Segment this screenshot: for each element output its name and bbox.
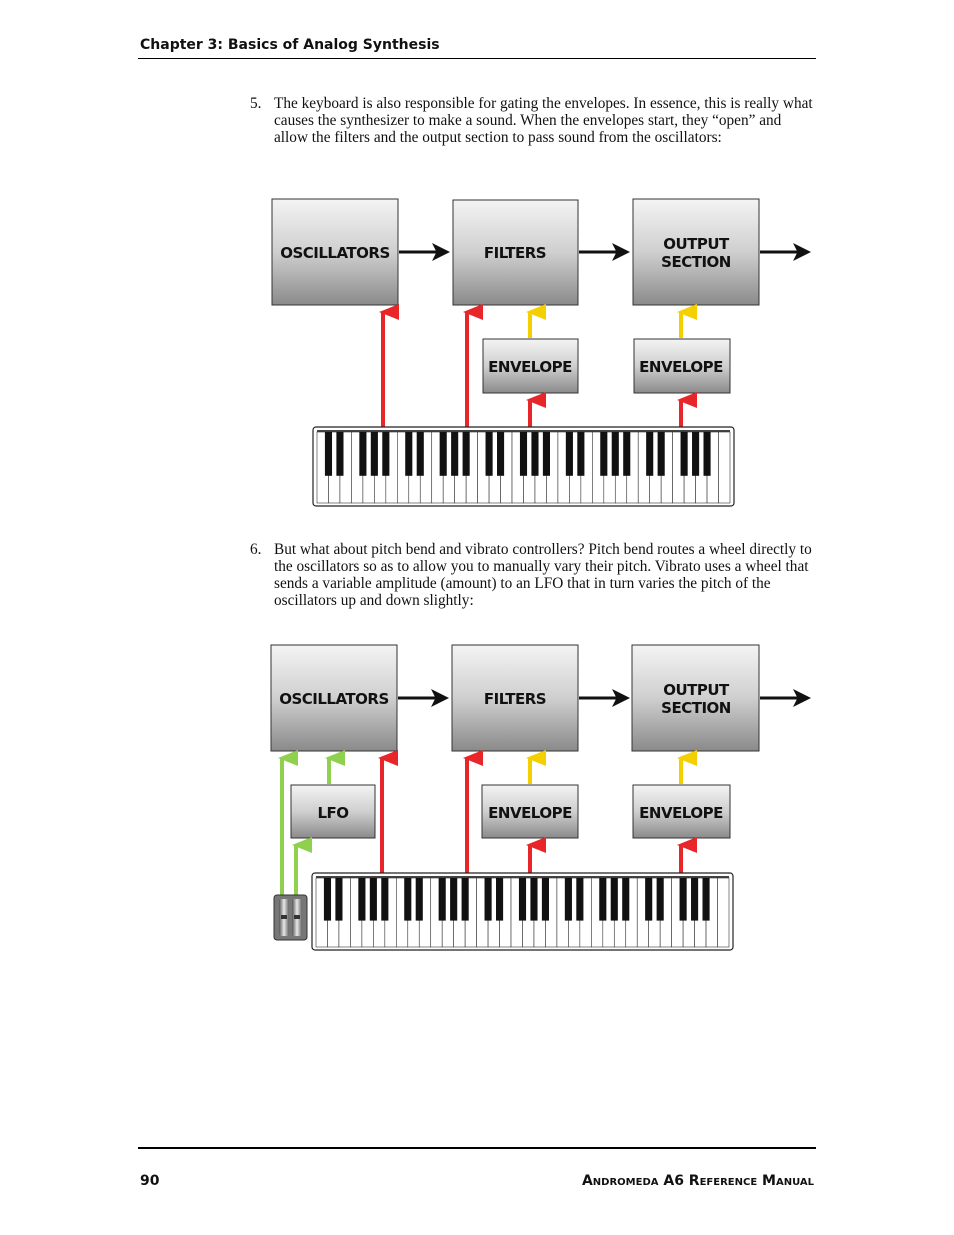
black-key [440,432,447,476]
black-key [622,878,629,921]
signal-flow-diagram-1 [0,190,954,520]
black-key [703,432,710,476]
black-key [496,878,503,921]
keyboard [313,427,734,506]
black-key [497,432,504,476]
black-key [681,432,688,476]
black-key [324,878,331,921]
black-key [542,878,549,921]
black-key [370,878,377,921]
step-number: 5. [250,95,262,112]
black-key [623,432,630,476]
step-number: 6. [250,541,262,558]
output-label-line1: OUTPUT [663,681,729,699]
black-key [519,878,526,921]
black-key [382,432,389,476]
header-rule [138,58,816,59]
envelope-output-block [634,339,730,393]
filters-block [452,645,578,751]
step-text: But what about pitch bend and vibrato controllers? Pitch bend routes a wheel directly to the oscillators so as to allow you to manually vary their pitch. Vibrato uses a wheel that sends a variable amplitude (amount) to an LFO that in turn varies the pitch of the oscillators up and down slightly: [274,541,812,609]
envelope-output-block [633,785,730,838]
black-key [439,878,446,921]
footer-rule [138,1147,816,1149]
black-key [358,878,365,921]
black-key [543,432,550,476]
black-key [645,878,652,921]
filters-block [453,200,578,305]
black-key [577,432,584,476]
black-key [531,432,538,476]
oscillators-label: OSCILLATORS [280,244,390,262]
output-section-block [632,645,759,751]
black-key [381,878,388,921]
black-key [404,878,411,921]
black-key [405,432,412,476]
black-key [576,878,583,921]
white-key [719,432,730,503]
black-key [335,878,342,921]
black-key [371,432,378,476]
black-key [325,432,332,476]
black-key [520,432,527,476]
envelope-filter-block [482,785,578,838]
black-key [485,878,492,921]
black-key [416,878,423,921]
black-key [599,878,606,921]
chapter-title: Chapter 3: Basics of Analog Synthesis [140,37,440,53]
output-label-line2: SECTION [661,699,731,717]
black-key [463,432,470,476]
black-key [658,432,665,476]
filters-label: FILTERS [483,244,547,262]
black-key [417,432,424,476]
filters-label: FILTERS [483,690,547,708]
black-key [691,878,698,921]
oscillators-block [272,199,398,305]
signal-flow-diagram-2 [0,636,954,956]
black-key [451,432,458,476]
lfo-label: LFO [317,804,349,822]
oscillators-block [271,645,397,751]
black-key [646,432,653,476]
step-text: The keyboard is also responsible for gating the envelopes. In essence, this is really what causes the synthesizer to make a sound. When the envelopes start, they “open” and allow the filters and the output section to pass sound from the oscillators: [274,95,813,146]
output-label-line1: OUTPUT [663,235,729,253]
output-section-block [633,199,759,305]
black-key [450,878,457,921]
output-label-line2: SECTION [661,253,731,271]
black-key [680,878,687,921]
black-key [702,878,709,921]
black-key [611,878,618,921]
black-key [657,878,664,921]
black-key [462,878,469,921]
envelope-label: ENVELOPE [639,804,723,822]
black-key [336,432,343,476]
black-key [486,432,493,476]
mod-wheels-icon [274,895,307,940]
page-number: 90 [140,1173,160,1189]
keyboard [312,873,733,950]
envelope-label: ENVELOPE [488,804,572,822]
envelope-label: ENVELOPE [488,358,572,376]
black-key [530,878,537,921]
manual-title: Andromeda A6 Reference Manual [581,1173,814,1189]
black-key [359,432,366,476]
lfo-block [291,785,375,838]
black-key [612,432,619,476]
envelope-label: ENVELOPE [639,358,723,376]
black-key [565,878,572,921]
black-key [566,432,573,476]
black-key [600,432,607,476]
oscillators-label: OSCILLATORS [279,690,389,708]
white-key [718,878,729,947]
black-key [692,432,699,476]
envelope-filter-block [483,339,578,393]
